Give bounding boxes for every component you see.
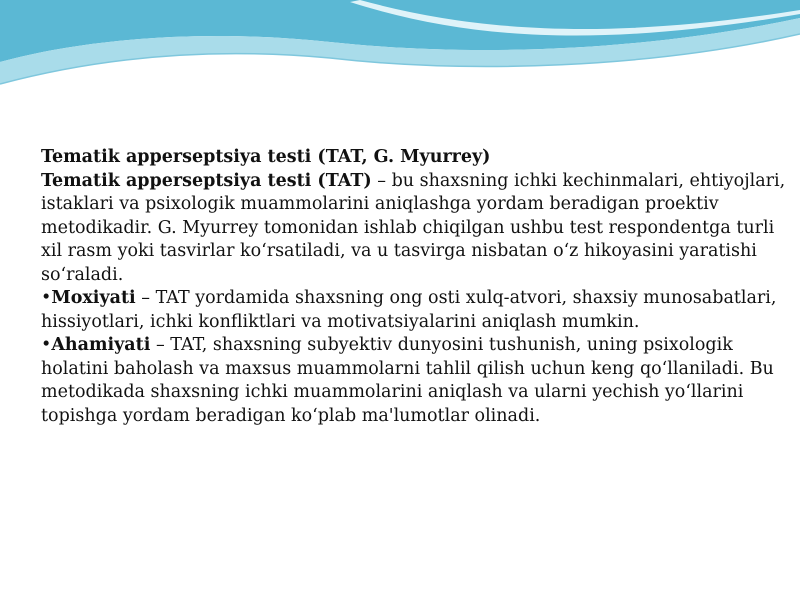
bullet-term: Ahamiyati [51,335,151,355]
bullet-text: – TAT, shaxsning subyektiv dunyosini tushunish, uning psixologik holatini baholash va maxsus muammolarni tahlil qilish uchun keng qo‘llaniladi. Bu metodikada shaxsning ichki muammolarini aniqlash va ularni yechish yo‘llarini topishga yordam beradigan ko‘plab ma'lumotlar olinadi. [41,335,774,426]
slide-heading: Tematik apperseptsiya testi (TAT, G. Myurrey) [41,147,491,167]
bullet-term: Moxiyati [51,288,136,308]
intro-paragraph [41,170,793,288]
slide-body [41,146,793,428]
bullet-marker: • [41,288,52,308]
bullet-item-ahamiyati [41,334,793,428]
decorative-wave-header [0,0,800,100]
intro-text: – bu shaxsning ichki kechinmalari, ehtiyojlari, istaklari va psixologik muammolarini aniqlashga yordam beradigan proektiv metodikadir. G. Myurrey tomonidan ishlab chiqilgan ushbu test respondentga turli xil rasm yoki tasvirlar ko‘rsatiladi, va u tasvirga nisbatan o‘z hikoyasini yaratishi so‘raladi. [41,170,786,285]
bullet-text: – TAT yordamida shaxsning ong osti xulq-atvori, shaxsiy munosabatlari, hissiyotlari, ichki konfliktlari va motivatsiyalarini aniqlash mumkin. [41,288,777,332]
intro-term: Tematik apperseptsiya testi (TAT) [41,170,372,191]
bullet-item-moxiyati [41,287,793,334]
bullet-marker: • [41,335,52,355]
